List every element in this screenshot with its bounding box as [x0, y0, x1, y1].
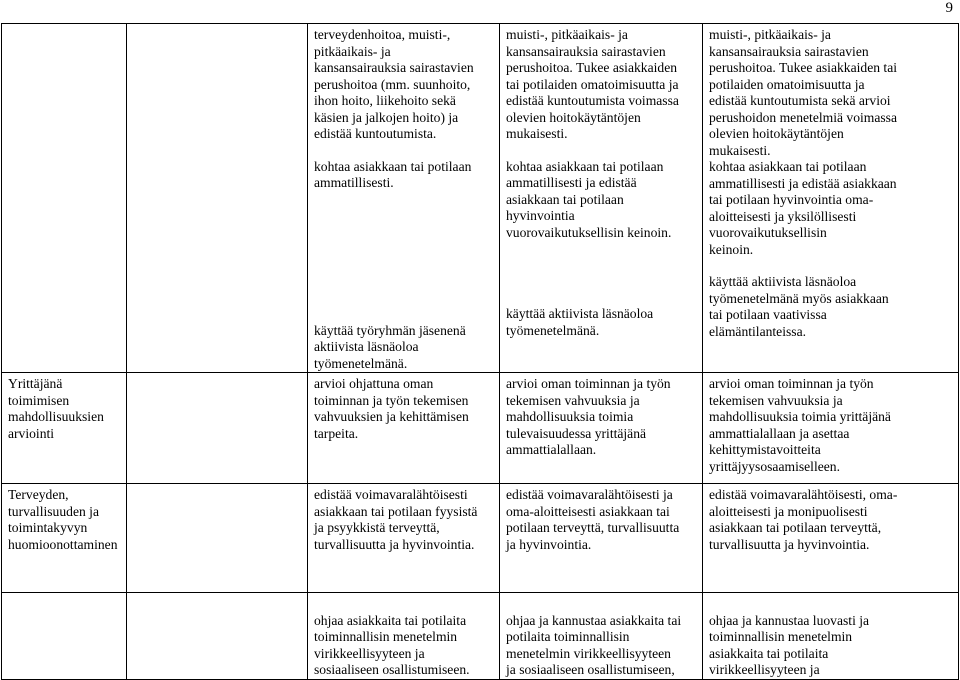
cell-paragraph — [709, 596, 954, 679]
cell-paragraph — [506, 376, 698, 459]
cell-text-line: ja psyykkistä terveyttä, — [314, 520, 440, 535]
cell-text-line: olevien hoitokäytäntöjen — [506, 109, 641, 125]
cell-paragraph — [314, 596, 495, 679]
cell-text-line: Terveyden, — [8, 487, 69, 502]
cell-text-line: ohjaa ja kannustaa asiakkaita tai — [506, 612, 682, 628]
cell-text-line: ammatillisesti. — [314, 175, 394, 190]
spacer-cell — [127, 24, 308, 373]
cell-paragraph — [709, 487, 954, 553]
cell-text-line: keinoin. — [709, 241, 754, 257]
cell-text-line — [506, 257, 698, 274]
cell-text-line: ihon hoito, liikehoito sekä — [314, 93, 456, 108]
cell-text-line: huomioonottaminen — [8, 536, 118, 552]
cell-paragraph — [8, 487, 122, 553]
cell-text-line: ammattialallaan. — [506, 442, 597, 457]
spacer-cell — [127, 593, 308, 680]
cell-text-line: mahdollisuuksia toimia yrittäjänä — [709, 409, 891, 424]
cell-text-line: kohtaa asiakkaan tai potilaan — [314, 158, 472, 174]
cell-text-line: perushoitoa. Tukee asiakkaiden tai — [709, 60, 898, 75]
cell-text-line: pitkäaikais- ja — [314, 43, 391, 59]
cell-text-line: käyttää työryhmän jäsenenä — [314, 322, 466, 338]
cell-text-line: arviointi — [8, 425, 55, 441]
cell-text-line: asiakkaita tai potilaita — [709, 645, 829, 661]
cell-text-line: työmenetelmänä myös asiakkaan — [709, 290, 889, 306]
cell-text-line: perushoitoa. Tukee asiakkaiden — [506, 60, 678, 75]
cell-text-line: edistää kuntoutumista. — [314, 126, 437, 141]
cell-paragraph — [709, 27, 954, 258]
cell-text-line: toiminnallisin menetelmin — [709, 629, 853, 644]
cell-text-line: potilaan terveyttä, turvallisuutta — [506, 520, 680, 535]
level-good-cell — [500, 24, 703, 373]
spacer-cell — [127, 373, 308, 484]
cell-text-line: potilaita toiminnallisin — [506, 629, 630, 644]
level-good-cell — [500, 373, 703, 484]
cell-text-line: sosiaaliseen osallistumiseen. — [314, 662, 470, 677]
cell-text-line: tekemisen vahvuuksia ja — [709, 392, 843, 408]
cell-paragraph — [709, 274, 954, 340]
cell-paragraph — [506, 306, 698, 339]
level-satisfactory-cell — [308, 484, 500, 593]
cell-text-line: kansansairauksia sairastavien — [709, 43, 869, 59]
table-row — [2, 484, 959, 593]
cell-text-line: ammattialallaan ja asettaa — [709, 425, 850, 441]
level-excellent-cell — [703, 484, 959, 593]
cell-text-line — [314, 257, 495, 274]
cell-paragraph — [506, 596, 698, 679]
cell-text-line: toiminnan ja työn tekemisen — [314, 392, 469, 408]
cell-text-line: ja sosiaaliseen osallistumiseen, — [506, 662, 675, 677]
level-excellent-cell — [703, 24, 959, 373]
page-number: 9 — [945, 0, 953, 16]
cell-text-line: hyvinvointia — [506, 208, 575, 223]
cell-text-line — [314, 274, 495, 291]
cell-paragraph — [314, 208, 495, 307]
cell-text-line — [314, 224, 495, 241]
cell-text-line: kohtaa asiakkaan tai potilaan — [506, 158, 664, 174]
cell-text-line: muisti-, pitkäaikais- ja — [709, 27, 831, 42]
cell-paragraph — [314, 487, 495, 553]
cell-paragraph — [8, 376, 122, 442]
cell-text-line: potilaiden omatoimisuutta ja — [709, 76, 865, 92]
cell-paragraph — [506, 487, 698, 553]
cell-text-line: muisti-, pitkäaikais- ja — [506, 27, 628, 42]
cell-text-line: tai potilaan vaativissa — [709, 307, 827, 322]
cell-text-line: työmenetelmänä. — [506, 322, 600, 338]
cell-text-line: perushoitoa (mm. suunhoito, — [314, 76, 471, 92]
cell-text-line — [314, 241, 495, 258]
cell-paragraph — [506, 257, 698, 290]
cell-text-line — [314, 290, 495, 307]
cell-text-line: ammatillisesti ja edistää asiakkaan — [709, 175, 897, 191]
cell-text-line: aloitteisesti ja monipuolisesti — [709, 503, 868, 519]
cell-text-line: turvallisuuden ja — [8, 503, 99, 519]
cell-text-line: ja hyvinvointia. — [506, 536, 592, 552]
cell-text-line: mahdollisuuksien — [8, 409, 104, 424]
cell-text-line: turvallisuutta ja hyvinvointia. — [314, 536, 475, 552]
cell-text-line: asiakkaan tai potilaan terveyttä, — [709, 520, 882, 535]
row-heading-cell — [2, 24, 127, 373]
cell-text-line: vuorovaikutuksellisin keinoin. — [506, 224, 672, 240]
cell-text-line: edistää kuntoutumista sekä arvioi — [709, 93, 891, 108]
level-satisfactory-cell — [308, 24, 500, 373]
cell-text-line: edistää voimavaralähtöisesti — [314, 487, 468, 502]
cell-text-line: vahvuuksien ja kehittämisen — [314, 409, 469, 424]
level-satisfactory-cell — [308, 373, 500, 484]
cell-text-line: terveydenhoitoa, muisti-, — [314, 27, 451, 42]
cell-text-line: toiminnallisin menetelmin — [314, 629, 458, 644]
cell-text-line: tai potilaan hyvinvointia oma- — [709, 192, 874, 207]
cell-text-line: mahdollisuuksia toimia — [506, 409, 634, 424]
table-row — [2, 24, 959, 373]
cell-text-line: virikkeellisyyteen ja — [314, 645, 425, 661]
cell-text-line: virikkeellisyyteen ja — [709, 662, 820, 677]
cell-text-line — [314, 208, 495, 225]
cell-paragraph — [506, 159, 698, 242]
level-good-cell — [500, 484, 703, 593]
cell-paragraph — [314, 376, 495, 442]
cell-text-line: oma-aloitteisesti asiakkaan tai — [506, 503, 670, 519]
cell-text-line: menetelmin virikkeellisyyteen — [506, 645, 671, 661]
cell-text-line: toimintakyvyn — [8, 520, 88, 535]
cell-paragraph — [709, 376, 954, 475]
cell-text-line: arvioi oman toiminnan ja työn — [506, 376, 671, 391]
cell-text-line: edistää voimavaralähtöisesti, oma- — [709, 487, 898, 502]
cell-text-line: käyttää aktiivista läsnäoloa — [709, 274, 857, 289]
assessment-criteria-table — [1, 23, 959, 680]
cell-text-line: ammatillisesti ja edistää — [506, 175, 637, 190]
level-excellent-cell — [703, 593, 959, 680]
cell-text-line: kansansairauksia sairastavien — [506, 43, 666, 59]
cell-text-line: kansansairauksia sairastavien — [314, 60, 474, 75]
cell-text-line: toimimisen — [8, 392, 70, 408]
cell-text-line: olevien hoitokäytäntöjen — [709, 126, 844, 141]
cell-text-line: edistää voimavaralähtöisesti ja — [506, 487, 673, 502]
cell-text-line: tulevaisuudessa yrittäjänä — [506, 425, 647, 441]
cell-text-line: mukaisesti. — [709, 142, 771, 158]
cell-paragraph — [314, 323, 495, 373]
level-excellent-cell — [703, 373, 959, 484]
cell-text-line — [506, 596, 698, 613]
cell-paragraph — [314, 159, 495, 192]
cell-text-line: mukaisesti. — [506, 126, 568, 141]
cell-text-line: Yrittäjänä — [8, 376, 63, 391]
table-row — [2, 373, 959, 484]
cell-text-line: tekemisen vahvuuksia ja — [506, 392, 640, 408]
cell-text-line: asiakkaan tai potilaan — [506, 191, 624, 207]
cell-text-line — [506, 274, 698, 291]
cell-text-line: asiakkaan tai potilaan fyysistä — [314, 503, 478, 519]
cell-text-line: työmenetelmänä. — [314, 355, 408, 371]
cell-text-line: perushoidon menetelmiä voimassa — [709, 109, 898, 125]
cell-text-line: aktiivista läsnäoloa — [314, 339, 419, 354]
cell-paragraph — [506, 27, 698, 143]
level-satisfactory-cell — [308, 593, 500, 680]
cell-text-line: kehittymistavoitteita — [709, 442, 821, 457]
cell-text-line: vuorovaikutuksellisin — [709, 225, 827, 240]
row-heading-cell — [2, 484, 127, 593]
cell-text-line: käsien ja jalkojen hoito) ja — [314, 109, 459, 125]
cell-text-line — [314, 596, 495, 613]
cell-text-line: tarpeita. — [314, 425, 359, 441]
cell-text-line: tai potilaiden omatoimisuutta ja — [506, 76, 679, 92]
cell-text-line: arvioi oman toiminnan ja työn — [709, 376, 874, 391]
row-heading-cell — [2, 373, 127, 484]
cell-text-line: käyttää aktiivista läsnäoloa — [506, 306, 654, 321]
row-heading-cell — [2, 593, 127, 680]
cell-text-line: aloitteisesti ja yksilöllisesti — [709, 208, 857, 224]
cell-text-line: yrittäjyysosaamiselleen. — [709, 458, 840, 474]
cell-text-line: kohtaa asiakkaan tai potilaan — [709, 159, 867, 174]
table-row — [2, 593, 959, 680]
cell-text-line — [709, 596, 954, 613]
cell-paragraph — [314, 27, 495, 143]
level-good-cell — [500, 593, 703, 680]
cell-text-line: turvallisuutta ja hyvinvointia. — [709, 536, 870, 552]
cell-text-line: ohjaa asiakkaita tai potilaita — [314, 612, 467, 628]
cell-text-line: edistää kuntoutumista voimassa — [506, 93, 679, 108]
cell-text-line: ohjaa ja kannustaa luovasti ja — [709, 612, 870, 628]
spacer-cell — [127, 484, 308, 593]
cell-text-line: arvioi ohjattuna oman — [314, 376, 434, 391]
cell-text-line: elämäntilanteissa. — [709, 323, 807, 339]
